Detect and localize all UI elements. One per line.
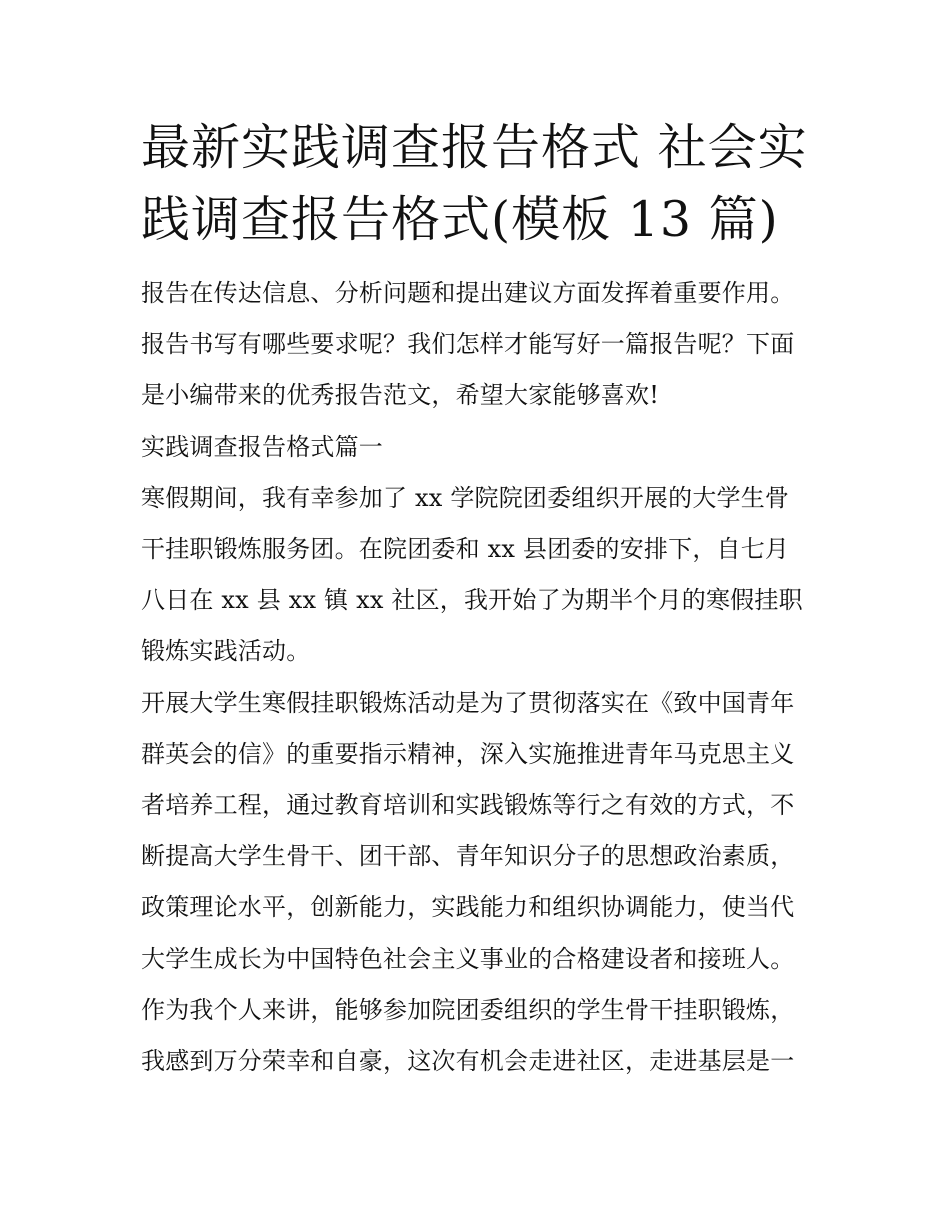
paragraph-3-line-2: 我感到万分荣幸和自豪，这次有机会走进社区，走进基层是一 [141,1047,795,1076]
paragraph-1-line-3: 八日在 xx 县 xx 镇 xx 社区，我开始了为期半个月的寒假挂职 [141,586,803,615]
document-content [141,112,813,1087]
title-line-2: 践调查报告格式(模板 13 篇) [141,191,779,248]
paragraph-2-line-3: 者培养工程，通过教育培训和实践锻炼等行之有效的方式，不 [141,791,795,820]
paragraph-2-line-6: 大学生成长为中国特色社会主义事业的合格建设者和接班人。 [141,944,795,973]
intro-line-1: 报告在传达信息、分析问题和提出建议方面发挥着重要作用。 [141,279,795,307]
paragraph-1-line-2: 干挂职锻炼服务团。在院团委和 xx 县团委的安排下，自七月 [141,535,790,564]
document-title [141,112,813,256]
paragraph-2-line-2: 群英会的信》的重要指示精神，深入实施推进青年马克思主义 [141,739,795,768]
section-heading: 实践调查报告格式篇一 [141,432,383,461]
paragraph-2-line-4: 断提高大学生骨干、团干部、青年知识分子的思想政治素质， [141,842,795,871]
intro-line-2: 报告书写有哪些要求呢？我们怎样才能写好一篇报告呢？下面 [141,330,795,359]
paragraph-2-line-1: 开展大学生寒假挂职锻炼活动是为了贯彻落实在《致中国青年 [141,688,795,717]
intro-line-3: 是小编带来的优秀报告范文，希望大家能够喜欢! [141,381,660,410]
paragraph-2-line-5: 政策理论水平，创新能力，实践能力和组织协调能力，使当代 [141,893,795,922]
title-line-1: 最新实践调查报告格式 社会实 [141,119,808,176]
paragraph-1-line-4: 锻炼实践活动。 [141,637,311,666]
document-body [141,268,813,1087]
paragraph-3-line-1: 作为我个人来讲，能够参加院团委组织的学生骨干挂职锻炼， [141,995,795,1024]
paragraph-1-line-1: 寒假期间，我有幸参加了 xx 学院院团委组织开展的大学生骨 [141,483,790,512]
